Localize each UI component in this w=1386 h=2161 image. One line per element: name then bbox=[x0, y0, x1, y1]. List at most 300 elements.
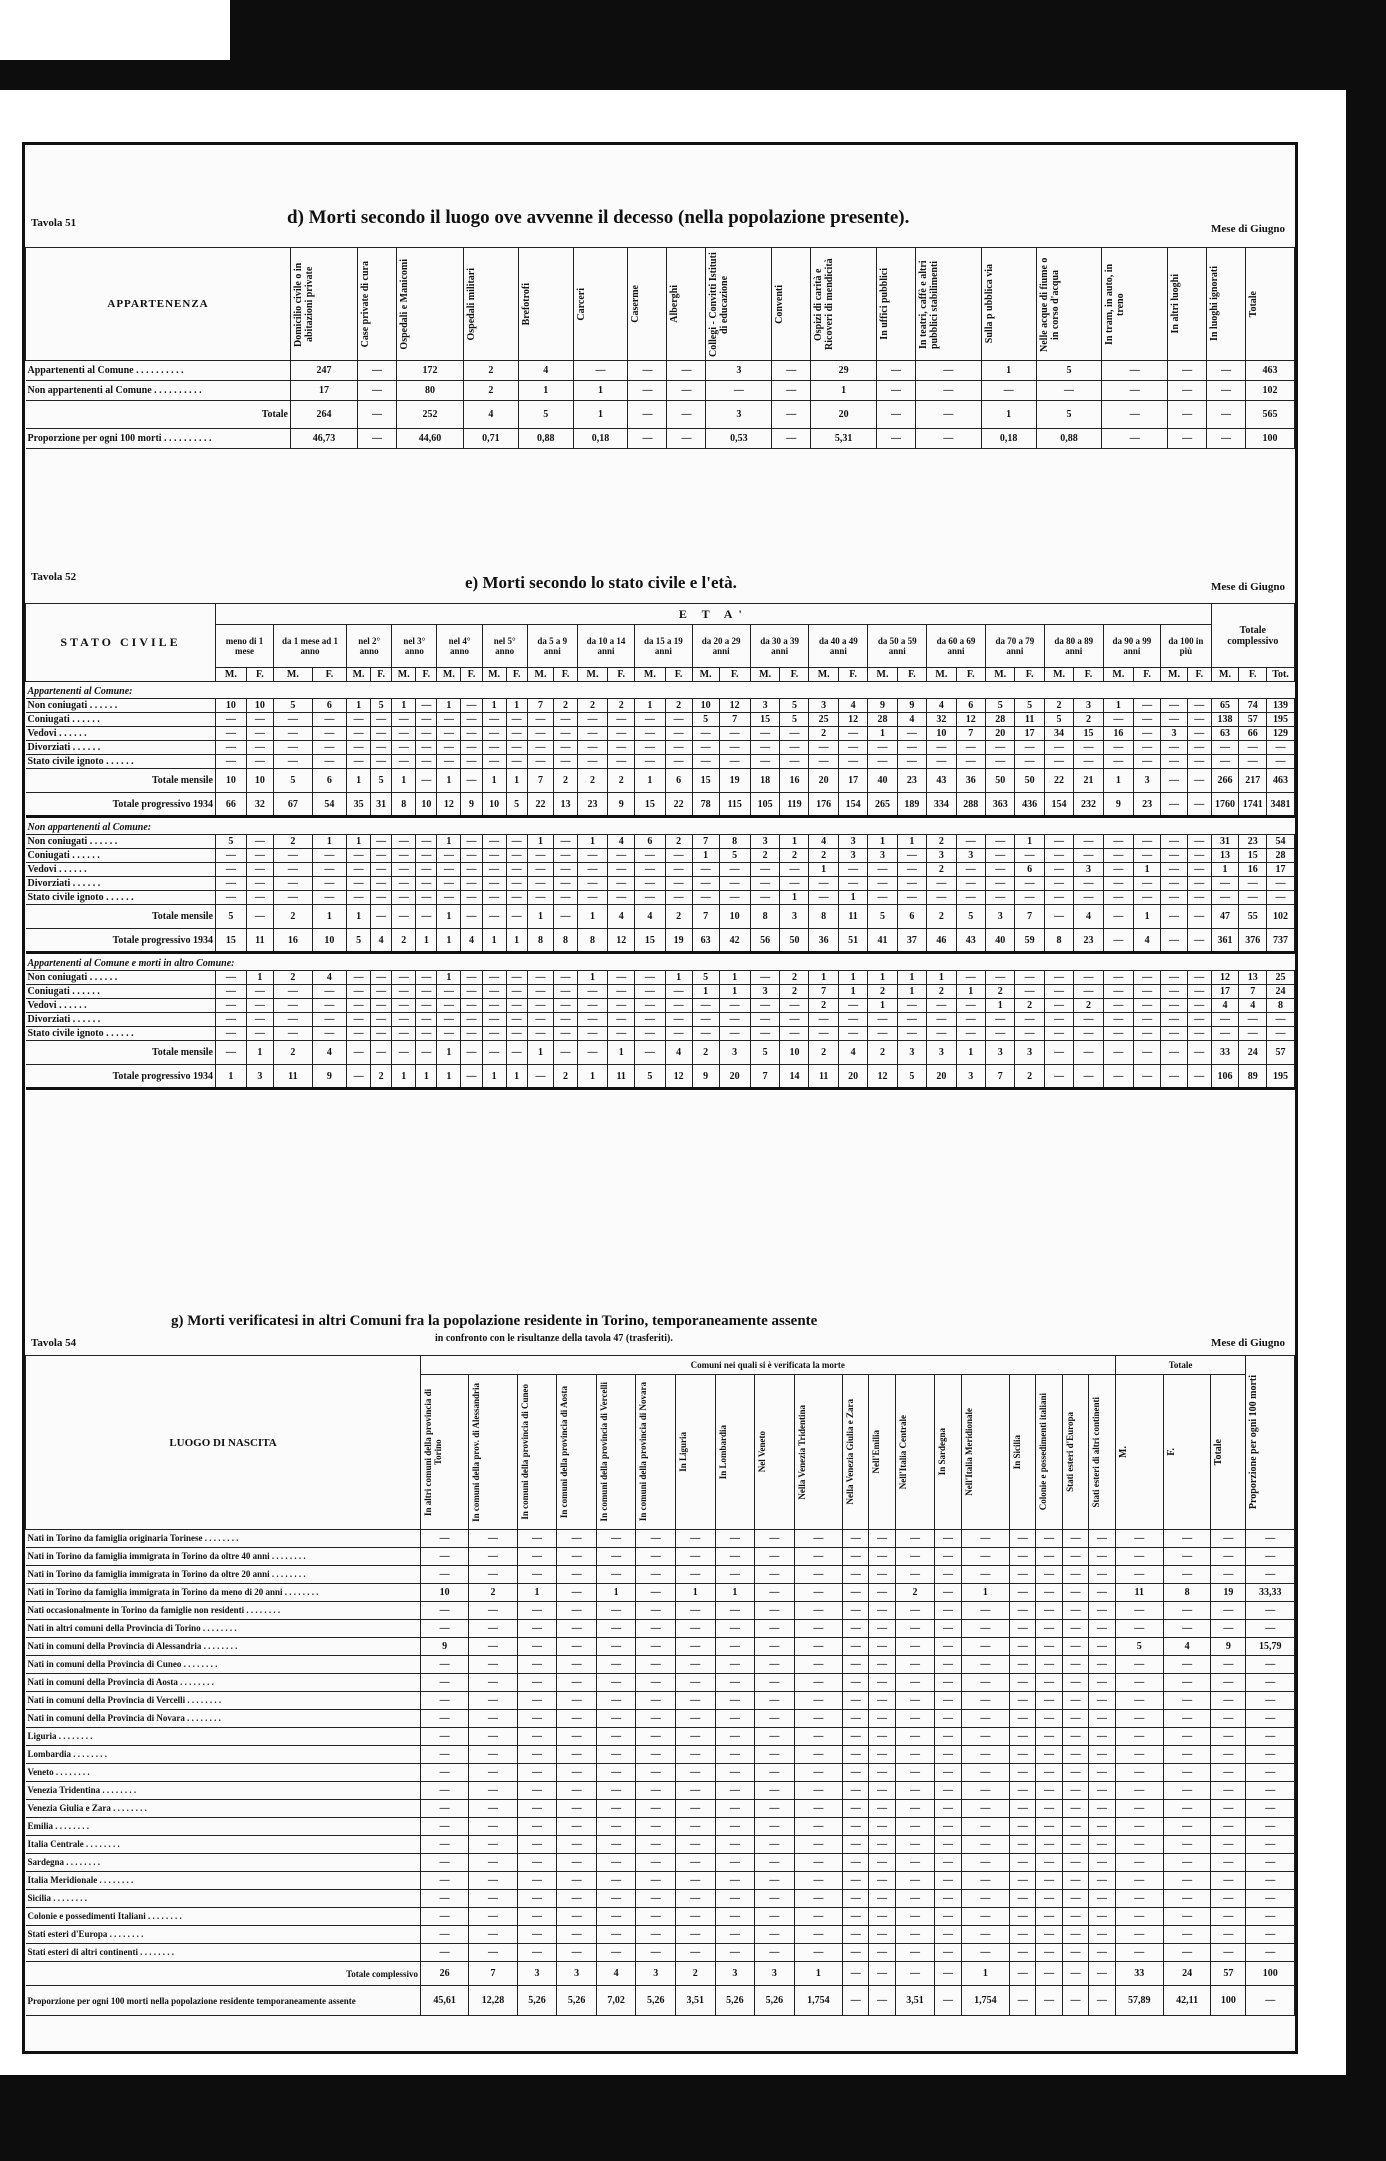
table-cell: — bbox=[1246, 1926, 1295, 1944]
table-cell: 5 bbox=[868, 905, 897, 929]
table-cell: — bbox=[715, 1746, 755, 1764]
table-cell: — bbox=[755, 1944, 795, 1962]
table-cell: — bbox=[216, 727, 247, 741]
table-cell: — bbox=[985, 863, 1014, 877]
table-cell: 10 bbox=[312, 929, 346, 953]
table-cell: — bbox=[416, 713, 437, 727]
table-cell: — bbox=[1062, 1818, 1088, 1836]
table-cell: — bbox=[794, 1944, 842, 1962]
table-cell: 0,53 bbox=[706, 429, 772, 449]
table-cell: — bbox=[1246, 1944, 1295, 1962]
table-cell: — bbox=[935, 1890, 961, 1908]
table-cell: 4 bbox=[1239, 999, 1267, 1013]
table-cell: — bbox=[469, 1692, 517, 1710]
table-cell: 17 bbox=[1211, 985, 1239, 999]
table-cell: — bbox=[517, 1674, 557, 1692]
table-cell: 32 bbox=[246, 793, 273, 817]
table-cell: 12 bbox=[437, 793, 461, 817]
table-cell: — bbox=[675, 1836, 715, 1854]
table-cell: 12 bbox=[838, 713, 867, 727]
table-cell: — bbox=[557, 1656, 597, 1674]
table-cell: — bbox=[557, 1620, 597, 1638]
table-cell: — bbox=[843, 1530, 869, 1548]
table-cell: — bbox=[843, 1710, 869, 1728]
age-group-header: da 20 a 29 anni bbox=[692, 625, 750, 668]
table-cell: — bbox=[636, 1818, 676, 1836]
sex-header: M. bbox=[635, 668, 665, 682]
table-cell: — bbox=[437, 999, 461, 1013]
sex-header: M. bbox=[527, 668, 554, 682]
table-cell: 3 bbox=[517, 1962, 557, 1986]
column-header-text: In luoghi ignorati bbox=[1209, 266, 1221, 342]
table-cell: 50 bbox=[780, 929, 809, 953]
table-cell: — bbox=[608, 727, 635, 741]
table-cell: — bbox=[596, 1548, 636, 1566]
table-cell: — bbox=[895, 1548, 935, 1566]
table-cell: — bbox=[961, 1908, 1009, 1926]
table-cell: — bbox=[461, 835, 482, 849]
table-cell: — bbox=[1246, 1872, 1295, 1890]
table-cell: — bbox=[557, 1764, 597, 1782]
row-label: Totale progressivo 1934 bbox=[26, 929, 216, 953]
table-cell: — bbox=[469, 1674, 517, 1692]
table-cell: — bbox=[1089, 1764, 1115, 1782]
table-cell: — bbox=[1163, 1926, 1210, 1944]
table-cell: — bbox=[596, 1944, 636, 1962]
table-cell: — bbox=[675, 1746, 715, 1764]
column-header-text: In comuni della provincia di Aosta bbox=[559, 1385, 570, 1519]
table-cell: — bbox=[719, 1027, 750, 1041]
table-cell: — bbox=[469, 1908, 517, 1926]
table-cell: — bbox=[772, 361, 811, 381]
table-cell: 15 bbox=[1074, 727, 1103, 741]
table-cell: 26 bbox=[421, 1962, 469, 1986]
table-cell: — bbox=[469, 1638, 517, 1656]
table-cell: — bbox=[506, 755, 527, 769]
column-header bbox=[596, 1375, 636, 1530]
table-cell: — bbox=[347, 1027, 371, 1041]
table-cell: — bbox=[506, 727, 527, 741]
table-cell: — bbox=[1134, 849, 1161, 863]
table-cell: 63 bbox=[1211, 727, 1239, 741]
table-cell: — bbox=[392, 891, 416, 905]
table-cell: — bbox=[1207, 381, 1246, 401]
row-label: Italia Meridionale . . . . . . . . bbox=[26, 1872, 421, 1890]
table-cell: — bbox=[608, 1027, 635, 1041]
table-cell: — bbox=[416, 971, 437, 985]
table-cell: — bbox=[667, 381, 706, 401]
table-cell: 15,79 bbox=[1246, 1638, 1295, 1656]
table-cell: — bbox=[517, 1692, 557, 1710]
table-cell: — bbox=[1211, 1872, 1246, 1890]
table-cell: — bbox=[1163, 1854, 1210, 1872]
table-cell: — bbox=[1246, 1854, 1295, 1872]
table-cell: 7 bbox=[719, 713, 750, 727]
table-cell: 0,88 bbox=[1036, 429, 1102, 449]
table-cell: — bbox=[527, 727, 554, 741]
table-cell: — bbox=[461, 1065, 482, 1089]
table-row bbox=[26, 1872, 1295, 1890]
table-cell: 11 bbox=[1115, 1584, 1163, 1602]
table-cell: — bbox=[935, 1584, 961, 1602]
table-cell: — bbox=[469, 1620, 517, 1638]
table-cell: — bbox=[557, 1944, 597, 1962]
table-cell: — bbox=[557, 1800, 597, 1818]
table-cell: — bbox=[1211, 1836, 1246, 1854]
table-cell: — bbox=[554, 755, 577, 769]
table-cell: — bbox=[1246, 1530, 1295, 1548]
table-cell: 1 bbox=[216, 1065, 247, 1089]
table-cell: 65 bbox=[1211, 699, 1239, 713]
table-row bbox=[26, 1656, 1295, 1674]
table-cell: — bbox=[869, 1800, 895, 1818]
table-cell: — bbox=[1187, 999, 1211, 1013]
table-cell: — bbox=[482, 905, 506, 929]
sex-header: F. bbox=[897, 668, 926, 682]
table-cell: 2 bbox=[675, 1962, 715, 1986]
table-cell: 3 bbox=[838, 835, 867, 849]
table-cell: 3,51 bbox=[895, 1986, 935, 2016]
table-cell: — bbox=[517, 1566, 557, 1584]
table-cell: — bbox=[461, 863, 482, 877]
table-cell: 57 bbox=[1239, 713, 1267, 727]
table-cell: — bbox=[1010, 1710, 1036, 1728]
table-cell: — bbox=[596, 1566, 636, 1584]
table-cell: — bbox=[461, 769, 482, 793]
table-cell: — bbox=[935, 1656, 961, 1674]
table-cell: 1 bbox=[1015, 835, 1044, 849]
table-cell: — bbox=[1246, 1782, 1295, 1800]
age-group-header: nel 4° anno bbox=[437, 625, 482, 668]
table-cell: — bbox=[596, 1674, 636, 1692]
table-cell: — bbox=[636, 1530, 676, 1548]
table-cell: — bbox=[1161, 971, 1188, 985]
table-cell: — bbox=[843, 1872, 869, 1890]
table-cell: — bbox=[843, 1818, 869, 1836]
table-cell: 10 bbox=[216, 699, 247, 713]
table-cell: — bbox=[1267, 891, 1295, 905]
table-cell: — bbox=[794, 1872, 842, 1890]
table-cell: 1 bbox=[577, 971, 607, 985]
table-cell: 9 bbox=[897, 699, 926, 713]
table-cell: 3 bbox=[755, 1962, 795, 1986]
table-cell: — bbox=[1187, 741, 1211, 755]
table-cell: — bbox=[636, 1728, 676, 1746]
table-cell: — bbox=[628, 429, 667, 449]
column-header bbox=[915, 248, 981, 361]
table-cell: — bbox=[1239, 741, 1267, 755]
table-cell: — bbox=[838, 1013, 867, 1027]
table-cell: 3 bbox=[956, 1065, 985, 1089]
table-cell: — bbox=[956, 877, 985, 891]
table-cell: — bbox=[469, 1728, 517, 1746]
table-cell: 2 bbox=[273, 971, 312, 985]
table-cell: 4 bbox=[897, 713, 926, 727]
table-cell: — bbox=[517, 1638, 557, 1656]
table-cell: — bbox=[897, 727, 926, 741]
table-cell: — bbox=[1062, 1872, 1088, 1890]
table-cell: — bbox=[596, 1872, 636, 1890]
table-cell: — bbox=[246, 755, 273, 769]
table-cell: — bbox=[371, 971, 392, 985]
table-cell: — bbox=[935, 1638, 961, 1656]
table-cell: — bbox=[312, 877, 346, 891]
table-cell: 2 bbox=[1044, 699, 1073, 713]
table-cell: — bbox=[1103, 863, 1133, 877]
table-cell: — bbox=[517, 1890, 557, 1908]
table-cell: — bbox=[895, 1800, 935, 1818]
table-cell: — bbox=[1010, 1986, 1036, 2016]
table-cell: — bbox=[1115, 1854, 1163, 1872]
table-cell: — bbox=[1115, 1746, 1163, 1764]
table-cell: 36 bbox=[956, 769, 985, 793]
table-cell: 2 bbox=[463, 361, 518, 381]
table-cell: — bbox=[961, 1800, 1009, 1818]
table-cell: 1 bbox=[811, 381, 877, 401]
table-cell: 376 bbox=[1239, 929, 1267, 953]
table-cell: — bbox=[715, 1602, 755, 1620]
table-cell: — bbox=[371, 863, 392, 877]
table-cell: — bbox=[935, 1620, 961, 1638]
table-cell: 5 bbox=[371, 699, 392, 713]
table-cell: — bbox=[371, 849, 392, 863]
table-cell: — bbox=[1036, 1584, 1062, 1602]
table-cell: — bbox=[1211, 1027, 1239, 1041]
table-cell: — bbox=[755, 1818, 795, 1836]
table-cell: — bbox=[437, 891, 461, 905]
table-cell: — bbox=[1187, 863, 1211, 877]
table-cell: — bbox=[1044, 1041, 1073, 1065]
table-cell: 12 bbox=[1211, 971, 1239, 985]
table-cell: 2 bbox=[554, 769, 577, 793]
table-cell: — bbox=[915, 381, 981, 401]
age-group-header: da 40 a 49 anni bbox=[809, 625, 868, 668]
table-cell: — bbox=[1161, 849, 1188, 863]
table-cell: 7 bbox=[692, 835, 719, 849]
table-cell: — bbox=[755, 1638, 795, 1656]
table-cell: 102 bbox=[1246, 381, 1295, 401]
table-cell: — bbox=[1089, 1584, 1115, 1602]
column-header-text: Totale bbox=[1248, 290, 1260, 318]
table-cell: 2 bbox=[927, 985, 956, 999]
table-cell: — bbox=[1134, 1027, 1161, 1041]
column-header bbox=[396, 248, 463, 361]
table-row bbox=[26, 1548, 1295, 1566]
table-cell: 7 bbox=[469, 1962, 517, 1986]
totale-progressivo-row bbox=[26, 793, 1295, 817]
table-cell: — bbox=[421, 1782, 469, 1800]
table-cell: 46 bbox=[927, 929, 956, 953]
table-cell: — bbox=[1036, 1710, 1062, 1728]
table-cell: — bbox=[1074, 1013, 1103, 1027]
proporzione-header bbox=[1246, 1356, 1295, 1530]
table-cell: 4 bbox=[608, 905, 635, 929]
table-cell: — bbox=[794, 1818, 842, 1836]
table-cell: — bbox=[1103, 877, 1133, 891]
table-cell: — bbox=[843, 1926, 869, 1944]
table-cell: — bbox=[517, 1764, 557, 1782]
table-cell: — bbox=[1036, 1944, 1062, 1962]
table-cell: — bbox=[517, 1818, 557, 1836]
table-cell: — bbox=[1163, 1674, 1210, 1692]
table-cell: — bbox=[935, 1872, 961, 1890]
row-label: Stato civile ignoto . . . . . . bbox=[26, 755, 216, 769]
table-cell: — bbox=[876, 401, 915, 429]
group-label: Appartenenti al Comune e morti in altro Comune: bbox=[26, 953, 1295, 971]
table-cell: — bbox=[1102, 381, 1168, 401]
table-cell: — bbox=[1161, 793, 1188, 817]
table-cell: — bbox=[461, 891, 482, 905]
table-cell: — bbox=[956, 1013, 985, 1027]
table-cell: 2 bbox=[273, 1041, 312, 1065]
table-cell: — bbox=[809, 1013, 838, 1027]
table-cell: — bbox=[347, 971, 371, 985]
table-cell: — bbox=[1134, 891, 1161, 905]
table-cell: — bbox=[869, 1764, 895, 1782]
table-cell: 0,18 bbox=[981, 429, 1036, 449]
table-cell: 3 bbox=[715, 1962, 755, 1986]
table-cell: — bbox=[1211, 891, 1239, 905]
table-cell: — bbox=[1010, 1566, 1036, 1584]
table-cell: 3 bbox=[868, 849, 897, 863]
table-cell: — bbox=[1074, 877, 1103, 891]
table-cell: — bbox=[554, 985, 577, 999]
column-header bbox=[573, 248, 628, 361]
table-cell: — bbox=[809, 891, 838, 905]
column-header bbox=[706, 248, 772, 361]
table-cell: — bbox=[935, 1926, 961, 1944]
table-cell: 7,02 bbox=[596, 1986, 636, 2016]
table-cell: 5,26 bbox=[517, 1986, 557, 2016]
table-cell: — bbox=[897, 863, 926, 877]
sex-header: F. bbox=[838, 668, 867, 682]
table-cell: — bbox=[557, 1728, 597, 1746]
table-cell: — bbox=[596, 1782, 636, 1800]
table-row bbox=[26, 1782, 1295, 1800]
table-cell: 3 bbox=[780, 905, 809, 929]
table-row bbox=[26, 699, 1295, 713]
table-cell: — bbox=[755, 1728, 795, 1746]
table-cell: — bbox=[482, 985, 506, 999]
table-cell: 23 bbox=[1074, 929, 1103, 953]
table-cell: — bbox=[1246, 1602, 1295, 1620]
table-cell: — bbox=[1062, 1800, 1088, 1818]
table-cell: — bbox=[371, 985, 392, 999]
table-cell: — bbox=[371, 905, 392, 929]
table-cell: 10 bbox=[216, 769, 247, 793]
age-group-header: da 80 a 89 anni bbox=[1044, 625, 1103, 668]
table-cell: — bbox=[675, 1638, 715, 1656]
table-cell: — bbox=[1044, 741, 1073, 755]
table-row bbox=[26, 971, 1295, 985]
table-cell: — bbox=[1246, 1986, 1295, 2016]
row-label: Non coniugati . . . . . . bbox=[26, 971, 216, 985]
table-cell: — bbox=[246, 1027, 273, 1041]
table-cell: — bbox=[506, 999, 527, 1013]
table-cell: — bbox=[557, 1530, 597, 1548]
table-cell: 11 bbox=[246, 929, 273, 953]
table-cell: 3 bbox=[897, 1041, 926, 1065]
table-cell: — bbox=[1115, 1674, 1163, 1692]
table-cell: — bbox=[1062, 1566, 1088, 1584]
table-cell: — bbox=[608, 877, 635, 891]
column-header bbox=[895, 1375, 935, 1530]
table-cell: 12 bbox=[608, 929, 635, 953]
table-cell: — bbox=[506, 713, 527, 727]
table-cell: — bbox=[416, 891, 437, 905]
table-cell: 12 bbox=[956, 713, 985, 727]
table-cell: — bbox=[1187, 849, 1211, 863]
table-cell: — bbox=[1103, 1065, 1133, 1089]
table-row bbox=[26, 727, 1295, 741]
totale-complessivo-row bbox=[26, 1962, 1295, 1986]
table-cell: 3 bbox=[956, 849, 985, 863]
table-cell: — bbox=[843, 1782, 869, 1800]
table-cell: 13 bbox=[1211, 849, 1239, 863]
table-cell: — bbox=[1163, 1530, 1210, 1548]
table-cell: — bbox=[557, 1908, 597, 1926]
table-cell: 1 bbox=[692, 849, 719, 863]
table-cell: — bbox=[719, 891, 750, 905]
row-label: Nati in Torino da famiglia originaria Torinese . . . . . . . . bbox=[26, 1530, 421, 1548]
table-cell: — bbox=[665, 727, 692, 741]
table-cell: — bbox=[1044, 891, 1073, 905]
table-cell: — bbox=[1103, 1013, 1133, 1027]
table-cell: — bbox=[1089, 1674, 1115, 1692]
table-cell: 1 bbox=[437, 1065, 461, 1089]
table-cell: — bbox=[1036, 1800, 1062, 1818]
table-cell: — bbox=[636, 1872, 676, 1890]
table-cell: — bbox=[421, 1944, 469, 1962]
table-cell: — bbox=[838, 741, 867, 755]
table-cell: — bbox=[421, 1656, 469, 1674]
table-cell: 2 bbox=[868, 985, 897, 999]
table-cell: — bbox=[1161, 985, 1188, 999]
tavola-52-table bbox=[25, 603, 1295, 1090]
table-cell: — bbox=[347, 863, 371, 877]
table-cell: 1 bbox=[838, 971, 867, 985]
table-cell: — bbox=[628, 381, 667, 401]
table-cell: — bbox=[461, 727, 482, 741]
table-row bbox=[26, 1566, 1295, 1584]
row-label: Totale progressivo 1934 bbox=[26, 793, 216, 817]
table-cell: — bbox=[1089, 1710, 1115, 1728]
table-cell: — bbox=[1103, 929, 1133, 953]
table-cell: 7 bbox=[692, 905, 719, 929]
table-cell: — bbox=[665, 741, 692, 755]
table-cell: — bbox=[1102, 401, 1168, 429]
table-cell: 3 bbox=[1015, 1041, 1044, 1065]
table-cell: — bbox=[838, 863, 867, 877]
table-cell: — bbox=[273, 891, 312, 905]
table-cell: — bbox=[675, 1566, 715, 1584]
table-cell: — bbox=[794, 1908, 842, 1926]
table-cell: — bbox=[1062, 1764, 1088, 1782]
table-cell: 3 bbox=[809, 699, 838, 713]
table-cell: — bbox=[1161, 1027, 1188, 1041]
table-cell: 20 bbox=[809, 769, 838, 793]
table-cell: — bbox=[1163, 1548, 1210, 1566]
table-cell: — bbox=[961, 1566, 1009, 1584]
table-cell: — bbox=[636, 1944, 676, 1962]
table-cell: — bbox=[715, 1926, 755, 1944]
row-label: Colonie e possedimenti Italiani . . . . . . . . bbox=[26, 1908, 421, 1926]
table-cell: — bbox=[636, 1926, 676, 1944]
table-cell: 1 bbox=[868, 835, 897, 849]
table-cell: 2 bbox=[608, 769, 635, 793]
table-cell: 1 bbox=[719, 971, 750, 985]
table-cell: — bbox=[927, 999, 956, 1013]
